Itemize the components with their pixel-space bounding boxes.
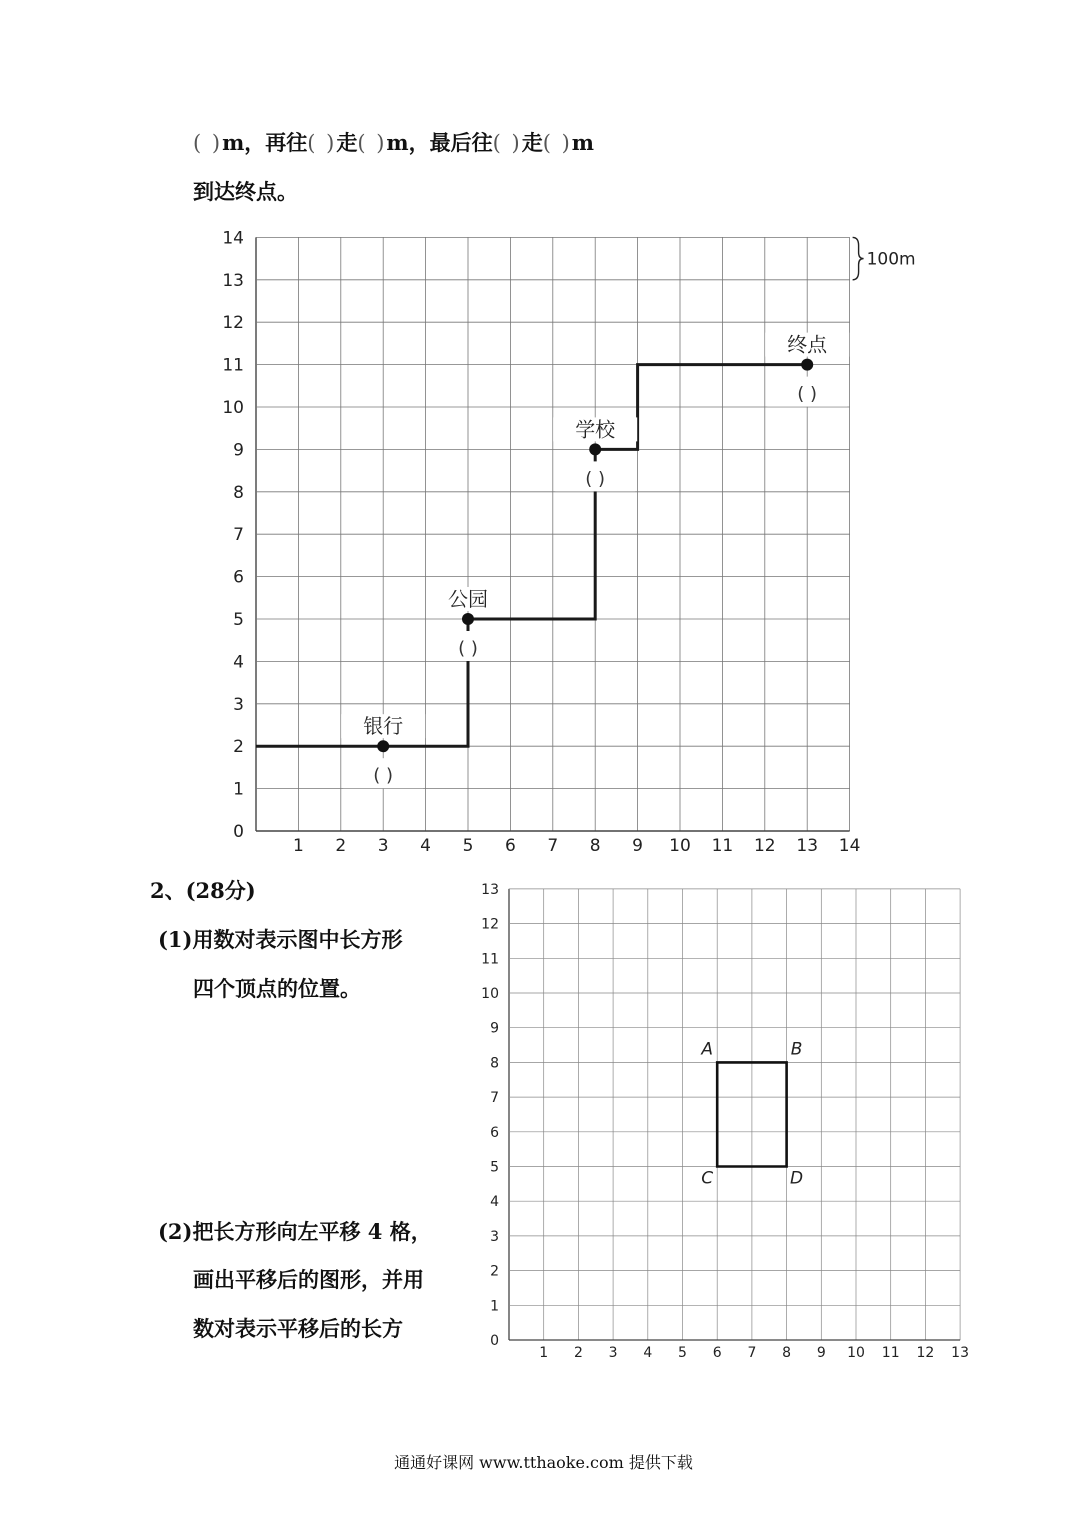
x-tick-label: 12 bbox=[916, 1345, 935, 1361]
y-tick-label: 10 bbox=[222, 398, 244, 418]
y-tick-label: 12 bbox=[481, 916, 499, 933]
q2-part2-line2: 画出平移后的图形，并用 bbox=[193, 1267, 424, 1292]
y-tick-label: 14 bbox=[222, 228, 244, 249]
scale-label: 100m bbox=[866, 249, 916, 270]
y-tick-label: 13 bbox=[222, 270, 244, 291]
x-tick-label: 5 bbox=[678, 1345, 687, 1361]
y-tick-label: 2 bbox=[233, 737, 244, 758]
y-tick-label: 0 bbox=[490, 1333, 499, 1349]
vertex-label: D bbox=[790, 1168, 804, 1189]
vertex-label: B bbox=[790, 1039, 803, 1060]
y-tick-label: 4 bbox=[490, 1194, 499, 1211]
y-tick-label: 8 bbox=[233, 482, 244, 503]
y-tick-label: 6 bbox=[233, 567, 244, 588]
y-tick-label: 13 bbox=[481, 881, 499, 898]
y-tick-label: 1 bbox=[233, 779, 244, 800]
y-tick-label: 3 bbox=[490, 1228, 499, 1245]
q1-text-segment: 走 bbox=[336, 130, 358, 155]
place-answer-blank: ( ) bbox=[373, 765, 394, 787]
y-tick-label: 8 bbox=[490, 1055, 499, 1072]
q2-part1-line1: (1)用数对表示图中长方形 bbox=[158, 927, 403, 952]
x-tick-label: 10 bbox=[847, 1345, 865, 1361]
x-tick-label: 6 bbox=[712, 1345, 722, 1361]
x-tick-label: 1 bbox=[539, 1345, 549, 1361]
y-tick-label: 4 bbox=[233, 652, 244, 673]
x-tick-label: 9 bbox=[632, 836, 644, 856]
x-tick-label: 13 bbox=[796, 836, 819, 856]
q2-part1-line2: 四个顶点的位置。 bbox=[193, 976, 361, 1001]
place-answer-blank: ( ) bbox=[458, 638, 478, 659]
y-tick-label: 5 bbox=[490, 1159, 499, 1176]
place-name: 学校 bbox=[575, 417, 616, 442]
y-tick-label: 0 bbox=[233, 822, 244, 842]
vertex-label: A bbox=[701, 1039, 714, 1060]
y-tick-label: 7 bbox=[233, 525, 244, 546]
q2-part2-line3: 数对表示平移后的长方 bbox=[193, 1316, 403, 1341]
place-answer-blank: ( ) bbox=[585, 468, 606, 490]
y-tick-label: 10 bbox=[481, 986, 499, 1002]
x-tick-label: 7 bbox=[747, 1345, 757, 1361]
y-tick-label: 11 bbox=[222, 355, 244, 376]
x-tick-label: 10 bbox=[669, 836, 691, 856]
x-tick-label: 2 bbox=[573, 1345, 583, 1361]
q1-text-segment: m，最后往 bbox=[386, 130, 493, 155]
q1-text-segment: m，再往 bbox=[222, 130, 308, 155]
x-tick-label: 11 bbox=[711, 836, 734, 856]
x-tick-label: 5 bbox=[462, 836, 474, 856]
footer: 通通好课网 www.tthaoke.com 提供下载 bbox=[394, 1453, 693, 1472]
place-name: 公园 bbox=[448, 587, 488, 611]
x-tick-label: 3 bbox=[608, 1345, 618, 1361]
y-tick-label: 9 bbox=[490, 1020, 499, 1037]
vertex-label: C bbox=[701, 1168, 714, 1189]
x-tick-label: 7 bbox=[547, 836, 559, 856]
q1-text-segment: 走 bbox=[521, 130, 543, 155]
y-tick-label: 11 bbox=[481, 951, 499, 968]
x-tick-label: 11 bbox=[881, 1345, 900, 1361]
y-tick-label: 3 bbox=[233, 694, 244, 715]
answer-blank[interactable]: ( ) bbox=[492, 131, 522, 155]
y-tick-label: 12 bbox=[222, 313, 244, 334]
answer-blank[interactable]: ( ) bbox=[193, 131, 223, 155]
y-tick-label: 2 bbox=[490, 1263, 499, 1280]
q1-text-segment: m bbox=[571, 130, 595, 155]
x-tick-label: 3 bbox=[377, 836, 389, 856]
x-tick-label: 4 bbox=[420, 836, 432, 856]
answer-blank[interactable]: ( ) bbox=[307, 131, 337, 155]
x-tick-label: 9 bbox=[816, 1345, 826, 1361]
answer-blank[interactable]: ( ) bbox=[542, 131, 572, 155]
q2-part2-line1: (2)把长方形向左平移 4 格， bbox=[158, 1219, 432, 1244]
y-tick-label: 1 bbox=[490, 1298, 499, 1315]
y-tick-label: 9 bbox=[233, 440, 244, 461]
place-name: 银行 bbox=[363, 714, 404, 739]
place-name: 终点 bbox=[787, 332, 828, 357]
y-tick-label: 7 bbox=[490, 1090, 499, 1107]
x-tick-label: 2 bbox=[335, 836, 347, 856]
x-tick-label: 8 bbox=[782, 1345, 792, 1361]
y-tick-label: 5 bbox=[233, 610, 244, 630]
x-tick-label: 1 bbox=[292, 836, 304, 856]
q2-title: 2、(28分) bbox=[150, 878, 256, 903]
x-tick-label: 6 bbox=[504, 836, 516, 856]
place-answer-blank: ( ) bbox=[797, 383, 818, 405]
x-tick-label: 14 bbox=[838, 836, 861, 856]
x-tick-label: 4 bbox=[643, 1345, 653, 1361]
x-tick-label: 8 bbox=[589, 836, 601, 856]
x-tick-label: 12 bbox=[753, 836, 776, 856]
q1-fill-line-end: 到达终点。 bbox=[193, 179, 298, 204]
y-tick-label: 6 bbox=[490, 1124, 499, 1141]
x-tick-label: 13 bbox=[951, 1345, 970, 1361]
answer-blank[interactable]: ( ) bbox=[357, 131, 387, 155]
